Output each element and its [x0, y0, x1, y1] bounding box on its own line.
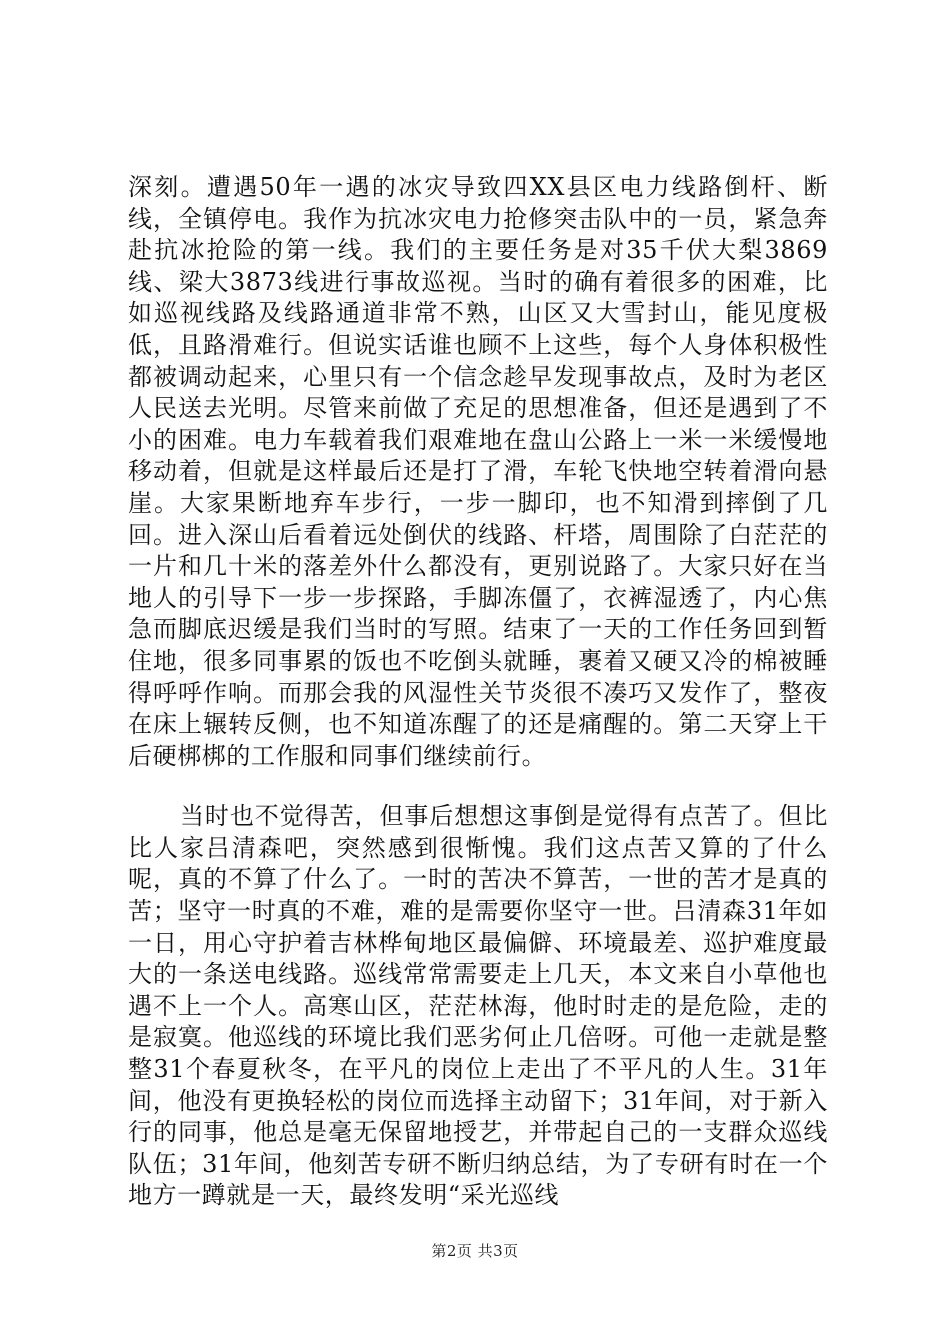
paragraph-continued: 深刻。遭遇50年一遇的冰灾导致四XX县区电力线路倒杆、断线，全镇停电。我作为抗冰灾电力抢修突击队中的一员，紧急奔赴抗冰抢险的第一线。我们的主要任务是对35千伏大梨3869线、梁大3873线进行事故巡视。当时的确有着很多的困难，比如巡视线路及线路通道非常不熟，山区又大雪封山，能见度极低，且路滑难行。但说实话谁也顾不上这些，每个人身体积极性都被调动起来，心里只有一个信念趁早发现事故点，及时为老区人民送去光明。尽管来前做了充足的思想准备，但还是遇到了不小的困难。电力车载着我们艰难地在盘山公路上一米一米缓慢地移动着，但就是这样最后还是打了滑，车轮飞快地空转着滑向悬崖。大家果断地弃车步行，一步一脚印，也不知滑到摔倒了几回。进入深山后看着远处倒伏的线路、杆塔，周围除了白茫茫的一片和几十米的落差外什么都没有，更别说路了。大家只好在当地人的引导下一步一步探路，手脚冻僵了，衣裤湿透了，内心焦急而脚底迟缓是我们当时的写照。结束了一天的工作任务回到暂住地，很多同事累的饭也不吃倒头就睡，裹着又硬又冷的棉被睡得呼呼作响。而那会我的风湿性关节炎很不凑巧又发作了，整夜在床上辗转反侧，也不知道冻醒了的还是痛醒的。第二天穿上干后硬梆梆的工作服和同事们继续前行。 — [128, 173, 828, 770]
document-body — [128, 172, 828, 1212]
page-footer: 第2页 共3页 — [431, 1242, 519, 1260]
paragraph: 当时也不觉得苦，但事后想想这事倒是觉得有点苦了。但比比人家吕清森吧，突然感到很惭愧。我们这点苦又算的了什么呢，真的不算了什么了。一时的苦决不算苦，一世的苦才是真的苦；坚守一时真的不难，难的是需要你坚守一世。吕清森31年如一日，用心守护着吉林桦甸地区最偏僻、环境最差、巡护难度最大的一条送电线路。巡线常常需要走上几天，本文来自小草他也遇不上一个人。高寒山区，茫茫林海，他时时走的是危险，走的是寂寞。他巡线的环境比我们恶劣何止几倍呀。可他一走就是整整31个春夏秋冬，在平凡的岗位上走出了不平凡的人生。31年间，他没有更换轻松的岗位而选择主动留下；31年间，对于新入行的同事，他总是毫无保留地授艺，并带起自己的一支群众巡线队伍；31年间，他刻苦专研不断归纳总结，为了专研有时在一个地方一蹲就是一天，最终发明“采光巡线 — [128, 802, 828, 1210]
